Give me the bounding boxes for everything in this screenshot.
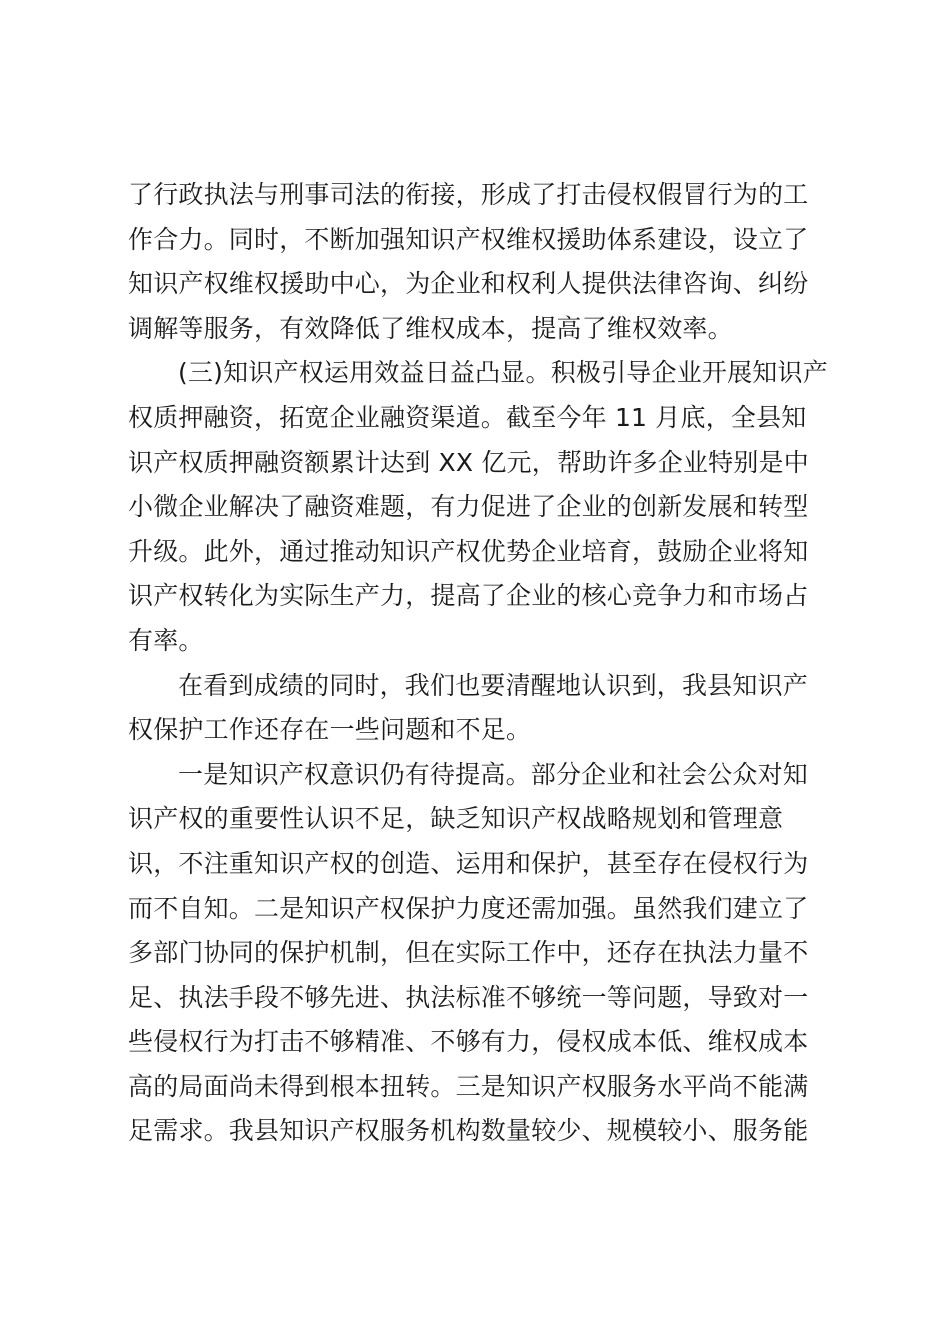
text-line: 识产权质押融资额累计达到 XX 亿元，帮助许多企业特别是中 [128,447,809,477]
text-line: 多部门协同的保护机制，但在实际工作中，还存在执法力量不 [128,938,809,968]
paragraph-first-line: (三)知识产权运用效益日益凸显。积极引导企业开展知识产 [178,358,828,388]
text-line: 知识产权维权援助中心，为企业和权利人提供法律咨询、纠纷 [128,269,809,299]
body-text [128,173,828,1154]
text-line: 足、执法手段不够先进、执法标准不够统一等问题，导致对一 [128,982,809,1012]
text-line: 而不自知。二是知识产权保护力度还需加强。虽然我们建立了 [128,893,809,923]
text-line: 足需求。我县知识产权服务机构数量较少、规模较小、服务能 [128,1116,809,1146]
text-line: 小微企业解决了融资难题，有力促进了企业的创新发展和转型 [128,492,809,522]
text-line: 作合力。同时，不断加强知识产权维权援助体系建设，设立了 [128,224,809,254]
text-line: 些侵权行为打击不够精准、不够有力，侵权成本低、维权成本 [128,1027,809,1057]
text-line: 了行政执法与刑事司法的衔接，形成了打击侵权假冒行为的工 [128,180,809,209]
paragraph-first-line: 一是知识产权意识仍有待提高。部分企业和社会公众对知 [178,759,809,789]
paragraph-first-line: 在看到成绩的同时，我们也要清醒地认识到，我县知识产 [178,670,809,700]
text-line: 高的局面尚未得到根本扭转。三是知识产权服务水平尚不能满 [128,1071,809,1101]
text-line: 权质押融资，拓宽企业融资渠道。截至今年 11 月底，全县知 [128,402,807,432]
text-line: 识产权转化为实际生产力，提高了企业的核心竞争力和市场占 [128,581,809,611]
text-line: 有率。 [128,625,204,655]
text-line: 识，不注重知识产权的创造、运用和保护，甚至存在侵权行为 [128,848,809,878]
text-line: 权保护工作还存在一些问题和不足。 [128,715,532,745]
text-line: 调解等服务，有效降低了维权成本，提高了维权效率。 [128,313,733,343]
text-line: 升级。此外，通过推动知识产权优势企业培育，鼓励企业将知 [128,536,809,566]
text-line: 识产权的重要性认识不足，缺乏知识产权战略规划和管理意 [128,804,784,834]
